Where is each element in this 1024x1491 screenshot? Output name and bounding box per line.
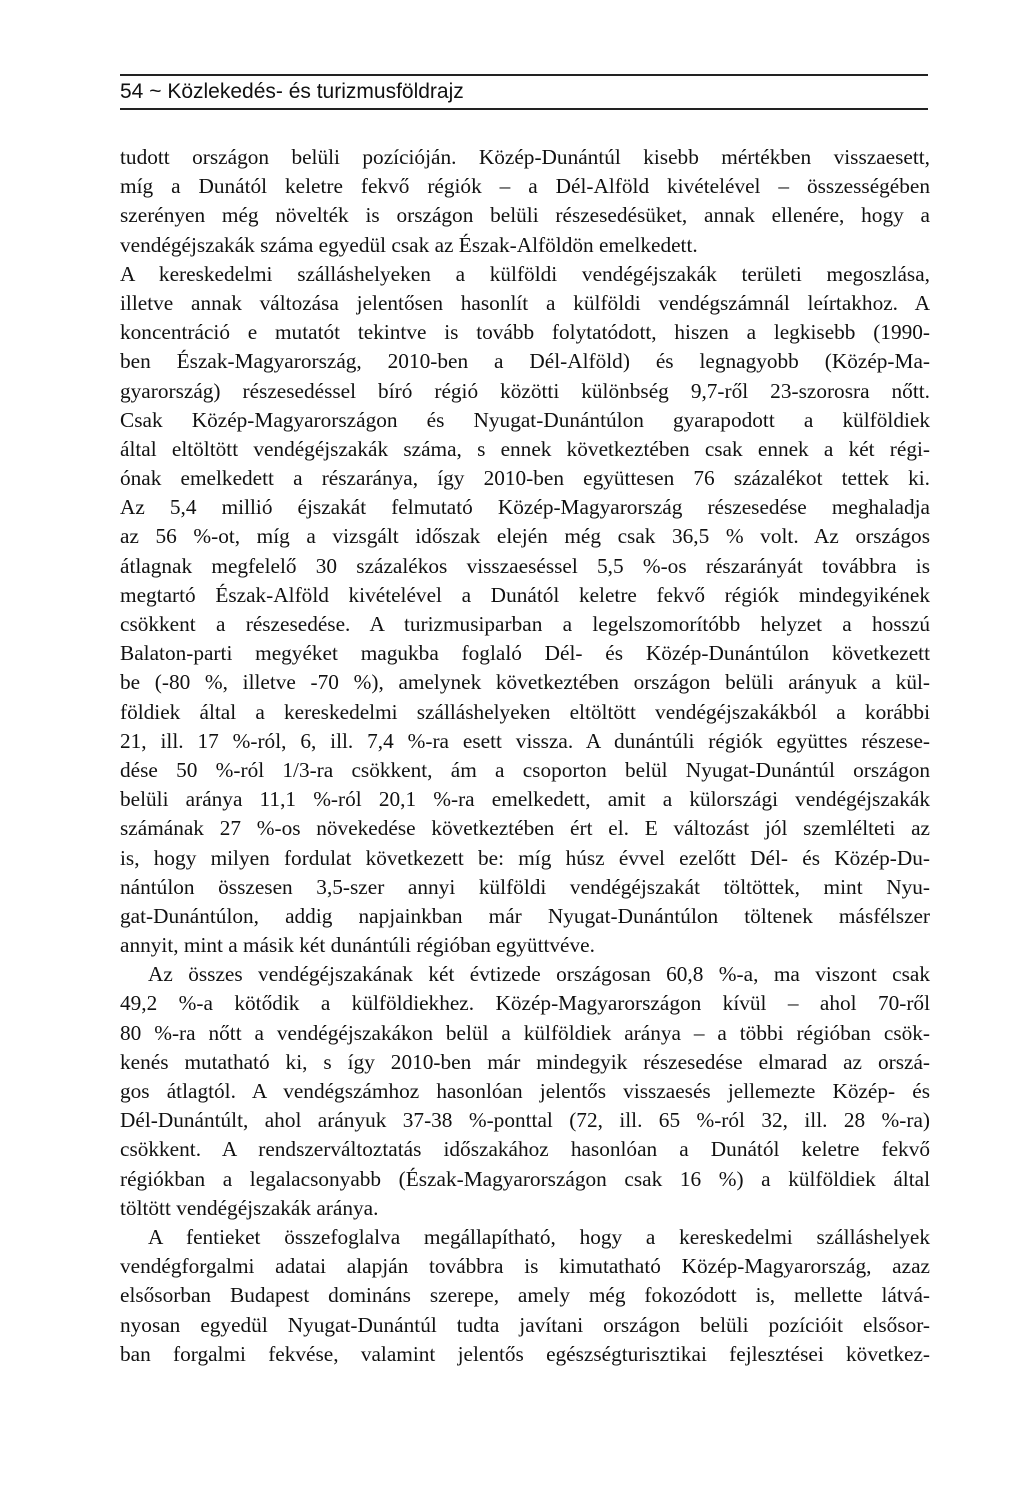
text-line: az 56 %-ot, míg a vizsgált időszak elején még csak 36,5 % volt. Az országos [120,524,930,549]
text-line: belüli aránya 11,1 %-ról 20,1 %-ra emelkedett, amit a külországi vendégéjszakák [120,787,930,812]
text-line: dése 50 %-ról 1/3-ra csökkent, ám a csoporton belül Nyugat-Dunántúl országon [120,757,930,782]
text-line: illetve annak változása jelentősen hasonlít a külföldi vendégszámnál leírtakhoz. A [120,290,930,315]
text-line: koncentráció e mutatót tekintve is tovább folytatódott, hiszen a legkisebb (1990- [120,320,930,345]
text-line: megtartó Észak-Alföld kivételével a Dunától keletre fekvő régiók mindegyikének [120,582,930,607]
text-line: ben Észak-Magyarország, 2010-ben a Dél-Alföld) és legnagyobb (Közép-Ma- [120,349,930,374]
text-line: is, hogy milyen fordulat következett be: míg húsz évvel ezelőtt Dél- és Közép-Du- [120,845,930,870]
text-line: átlagnak megfelelő 30 százalékos visszaeséssel 5,5 %-os részarányát továbbra is [120,553,930,578]
text-line: Az összes vendégéjszakának két évtizede országosan 60,8 %-a, ma viszont csak [148,962,930,987]
text-line: A kereskedelmi szálláshelyeken a külföldi vendégéjszakák területi megoszlása, [120,261,930,286]
text-line: vendégforgalmi adatai alapján továbbra is kimutatható Közép-Magyarország, azaz [120,1254,930,1279]
chapter-title: Közlekedés- és turizmusföldrajz [167,80,464,103]
running-header [120,74,928,110]
text-line: Az 5,4 millió éjszakát felmutató Közép-Magyarország részesedése meghaladja [120,495,930,520]
paragraph [120,1223,930,1369]
text-line: Dél-Dunántúlt, ahol arányuk 37-38 %-ponttal (72, ill. 65 %-ról 32, ill. 28 %-ra) [120,1108,930,1133]
text-line: csökkent a részesedése. A turizmusiparban a legelszomorítóbb helyzet a hosszú [120,612,930,636]
paragraph [120,260,930,961]
running-header-text [120,78,464,106]
paragraph [120,143,930,260]
text-line: nyosan egyedül Nyugat-Dunántúl tudta javítani országon belüli pozícióit elsősor- [120,1312,930,1337]
text-line: gyarország) részesedéssel bíró régió közötti különbség 9,7-ről 23-szorosra nőtt. [120,378,930,403]
text-line: elsősorban Budapest domináns szerepe, amely még fokozódott is, mellette látvá- [120,1283,930,1308]
text-line: gos átlagtól. A vendégszámhoz hasonlóan jelentős visszaesés jellemezte Közép- és [120,1079,930,1103]
text-line: földiek által a kereskedelmi szálláshelyeken eltöltött vendégéjszakákból a korábbi [120,699,930,724]
text-line: kenés mutatható ki, s így 2010-ben már mindegyik részesedése elmarad az orszá- [120,1049,930,1074]
text-line: míg a Dunától keletre fekvő régiók – a Dél-Alföld kivételével – összességében [120,174,930,199]
text-line: töltött vendégéjszakák aránya. [120,1195,379,1220]
body-text [120,143,930,1369]
text-line: Csak Közép-Magyarországon és Nyugat-Dunántúlon gyarapodott a külföldiek [120,407,930,432]
header-separator: ~ [149,80,162,103]
text-line: tudott országon belüli pozícióján. Közép-Dunántúl kisebb mértékben visszaesett, [120,145,930,169]
text-line: csökkent. A rendszerváltoztatás időszakához hasonlóan a Dunától keletre fekvő [120,1137,930,1162]
text-line: szerényen még növelték is országon belüli részesedésüket, annak ellenére, hogy a [120,203,930,228]
page-number: 54 [120,80,144,103]
text-line: ban forgalmi fekvése, valamint jelentős egészségturisztikai fejlesztései következ- [120,1341,930,1366]
text-line: számának 27 %-os növekedése következtében ért el. E változást jól szemlélteti az [120,816,930,841]
text-line: gat-Dunántúlon, addig napjainkban már Nyugat-Dunántúlon töltenek másfélszer [120,903,930,928]
paragraph [120,960,930,1223]
text-line: A fentieket összefoglalva megállapítható, hogy a kereskedelmi szálláshelyek [148,1224,930,1249]
text-line: vendégéjszakák száma egyedül csak az Észak-Alföldön emelkedett. [120,232,698,257]
text-line: 21, ill. 17 %-ról, 6, ill. 7,4 %-ra esett vissza. A dunántúli régiók együttes részese- [120,728,930,753]
text-line: régiókban a legalacsonyabb (Észak-Magyarországon csak 16 %) a külföldiek által [120,1166,930,1191]
text-line: annyit, mint a másik két dunántúli régióban együttvéve. [120,933,595,958]
text-line: 49,2 %-a kötődik a külföldiekhez. Közép-Magyarországon kívül – ahol 70-ről [120,991,930,1016]
text-line: 80 %-ra nőtt a vendégéjszakákon belül a külföldiek aránya – a többi régióban csök- [120,1020,930,1045]
text-line: be (-80 %, illetve -70 %), amelynek következtében országon belüli arányuk a kül- [120,670,930,695]
text-line: által eltöltött vendégéjszakák száma, s ennek következtében csak ennek a két régi- [120,436,930,461]
text-line: ónak emelkedett a részaránya, így 2010-ben együttesen 76 százalékot tettek ki. [120,466,930,491]
text-line: nántúlon összesen 3,5-szer annyi külföldi vendégéjszakát töltöttek, mint Nyu- [120,874,930,899]
text-line: Balaton-parti megyéket magukba foglaló Dél- és Közép-Dunántúlon következett [120,641,930,666]
